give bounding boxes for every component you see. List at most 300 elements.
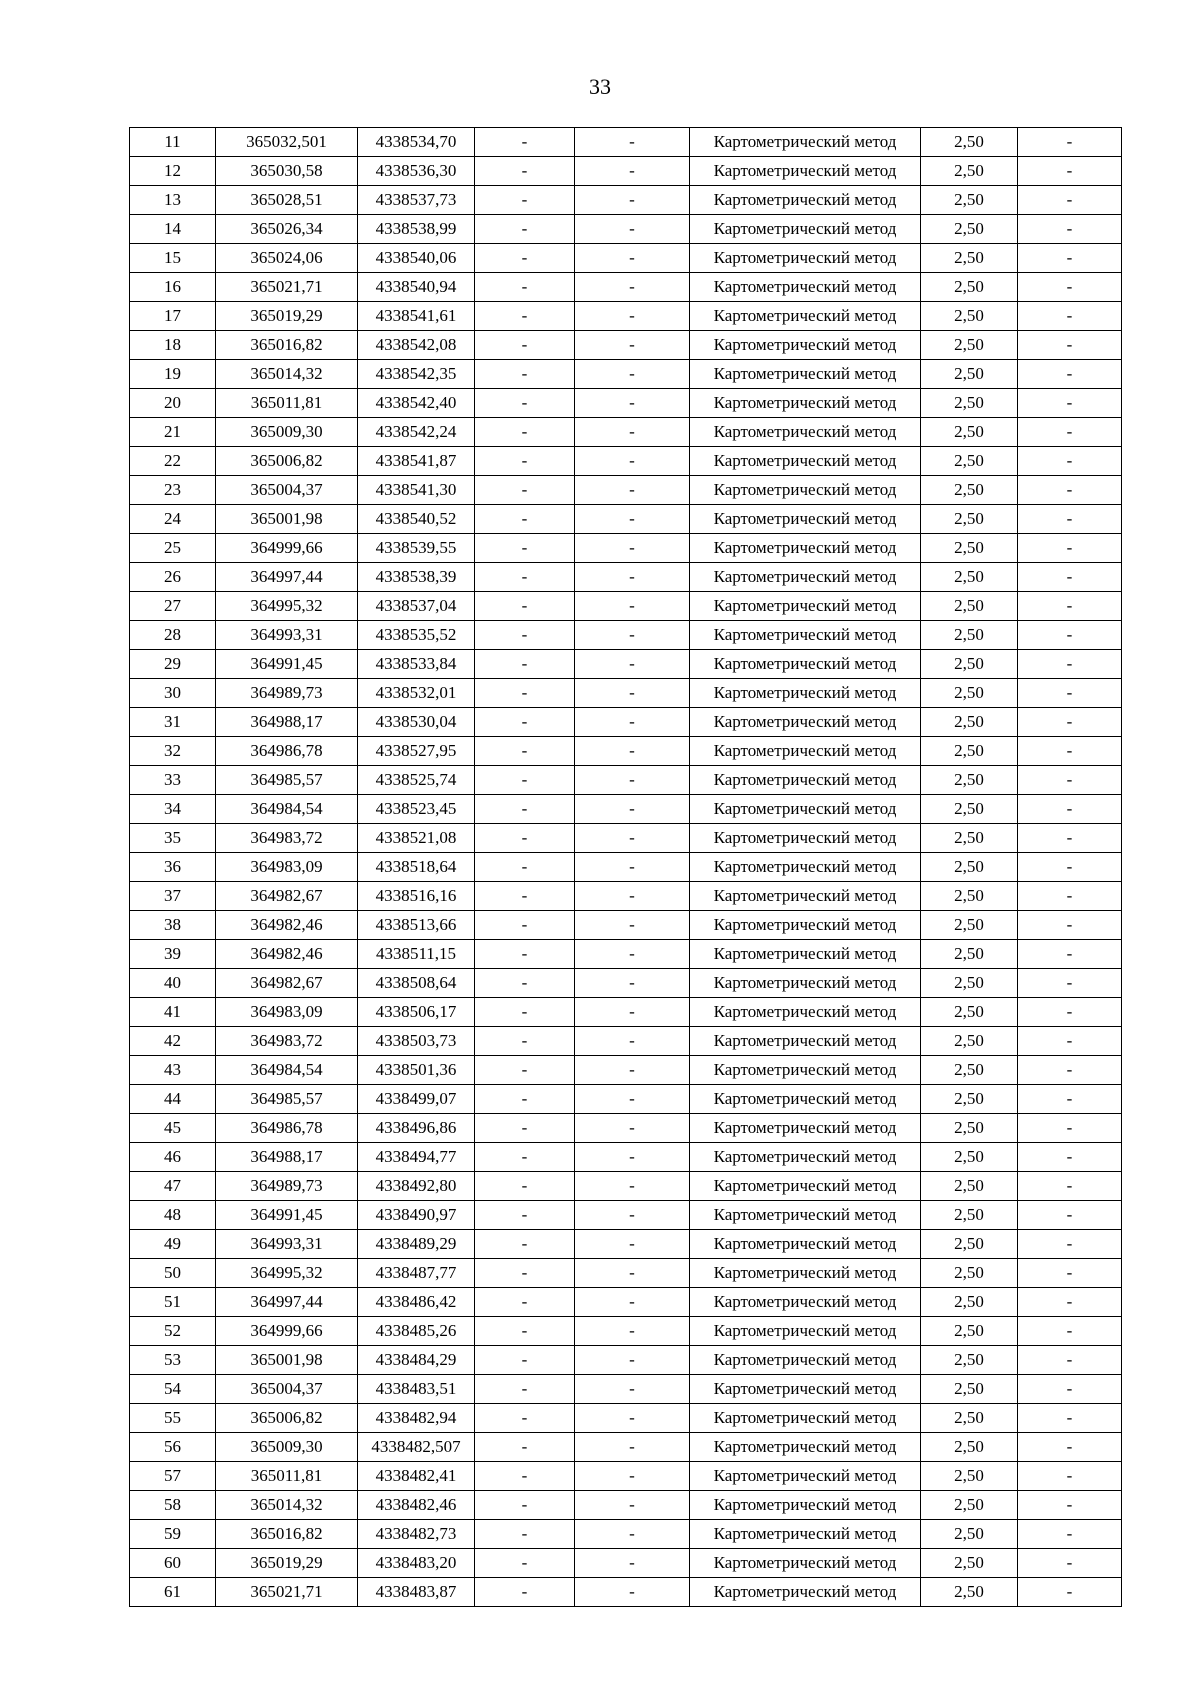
method-cell: Картометрический метод bbox=[690, 621, 921, 650]
table-row bbox=[130, 157, 1122, 186]
empty-cell-b: - bbox=[575, 737, 690, 766]
empty-cell-a: - bbox=[475, 128, 575, 157]
method-cell: Картометрический метод bbox=[690, 592, 921, 621]
y-coordinate-cell: 4338541,61 bbox=[358, 302, 475, 331]
empty-cell-a: - bbox=[475, 766, 575, 795]
empty-cell-a: - bbox=[475, 1201, 575, 1230]
empty-cell-c: - bbox=[1018, 1346, 1122, 1375]
empty-cell-c: - bbox=[1018, 1085, 1122, 1114]
empty-cell-a: - bbox=[475, 331, 575, 360]
empty-cell-c: - bbox=[1018, 1549, 1122, 1578]
empty-cell-b: - bbox=[575, 882, 690, 911]
precision-cell: 2,50 bbox=[921, 1085, 1018, 1114]
precision-cell: 2,50 bbox=[921, 128, 1018, 157]
x-coordinate-cell: 365024,06 bbox=[216, 244, 358, 273]
empty-cell-a: - bbox=[475, 1143, 575, 1172]
x-coordinate-cell: 365004,37 bbox=[216, 476, 358, 505]
empty-cell-c: - bbox=[1018, 708, 1122, 737]
precision-cell: 2,50 bbox=[921, 1433, 1018, 1462]
y-coordinate-cell: 4338535,52 bbox=[358, 621, 475, 650]
x-coordinate-cell: 364984,54 bbox=[216, 1056, 358, 1085]
y-coordinate-cell: 4338538,39 bbox=[358, 563, 475, 592]
method-cell: Картометрический метод bbox=[690, 1172, 921, 1201]
table-row bbox=[130, 389, 1122, 418]
x-coordinate-cell: 364982,67 bbox=[216, 969, 358, 998]
y-coordinate-cell: 4338542,24 bbox=[358, 418, 475, 447]
point-number-cell: 26 bbox=[130, 563, 216, 592]
empty-cell-c: - bbox=[1018, 940, 1122, 969]
empty-cell-c: - bbox=[1018, 1520, 1122, 1549]
table-row bbox=[130, 1288, 1122, 1317]
empty-cell-c: - bbox=[1018, 563, 1122, 592]
empty-cell-b: - bbox=[575, 273, 690, 302]
precision-cell: 2,50 bbox=[921, 360, 1018, 389]
y-coordinate-cell: 4338483,20 bbox=[358, 1549, 475, 1578]
empty-cell-c: - bbox=[1018, 882, 1122, 911]
method-cell: Картометрический метод bbox=[690, 418, 921, 447]
method-cell: Картометрический метод bbox=[690, 911, 921, 940]
empty-cell-b: - bbox=[575, 1143, 690, 1172]
empty-cell-a: - bbox=[475, 969, 575, 998]
empty-cell-c: - bbox=[1018, 1172, 1122, 1201]
y-coordinate-cell: 4338542,35 bbox=[358, 360, 475, 389]
point-number-cell: 41 bbox=[130, 998, 216, 1027]
precision-cell: 2,50 bbox=[921, 1259, 1018, 1288]
empty-cell-c: - bbox=[1018, 911, 1122, 940]
method-cell: Картометрический метод bbox=[690, 969, 921, 998]
x-coordinate-cell: 365011,81 bbox=[216, 1462, 358, 1491]
method-cell: Картометрический метод bbox=[690, 1317, 921, 1346]
method-cell: Картометрический метод bbox=[690, 1549, 921, 1578]
x-coordinate-cell: 365019,29 bbox=[216, 1549, 358, 1578]
empty-cell-a: - bbox=[475, 1288, 575, 1317]
method-cell: Картометрический метод bbox=[690, 1288, 921, 1317]
table-row bbox=[130, 476, 1122, 505]
method-cell: Картометрический метод bbox=[690, 215, 921, 244]
point-number-cell: 44 bbox=[130, 1085, 216, 1114]
method-cell: Картометрический метод bbox=[690, 563, 921, 592]
empty-cell-b: - bbox=[575, 679, 690, 708]
empty-cell-b: - bbox=[575, 824, 690, 853]
table-row bbox=[130, 1433, 1122, 1462]
point-number-cell: 20 bbox=[130, 389, 216, 418]
table-row bbox=[130, 882, 1122, 911]
method-cell: Картометрический метод bbox=[690, 534, 921, 563]
y-coordinate-cell: 4338540,94 bbox=[358, 273, 475, 302]
table-row bbox=[130, 273, 1122, 302]
point-number-cell: 36 bbox=[130, 853, 216, 882]
table-row bbox=[130, 244, 1122, 273]
empty-cell-a: - bbox=[475, 650, 575, 679]
precision-cell: 2,50 bbox=[921, 1143, 1018, 1172]
empty-cell-b: - bbox=[575, 766, 690, 795]
point-number-cell: 17 bbox=[130, 302, 216, 331]
table-row bbox=[130, 940, 1122, 969]
x-coordinate-cell: 364995,32 bbox=[216, 1259, 358, 1288]
method-cell: Картометрический метод bbox=[690, 1056, 921, 1085]
empty-cell-b: - bbox=[575, 1549, 690, 1578]
y-coordinate-cell: 4338484,29 bbox=[358, 1346, 475, 1375]
precision-cell: 2,50 bbox=[921, 853, 1018, 882]
empty-cell-c: - bbox=[1018, 157, 1122, 186]
method-cell: Картометрический метод bbox=[690, 650, 921, 679]
method-cell: Картометрический метод bbox=[690, 1230, 921, 1259]
precision-cell: 2,50 bbox=[921, 998, 1018, 1027]
empty-cell-a: - bbox=[475, 1027, 575, 1056]
empty-cell-c: - bbox=[1018, 1230, 1122, 1259]
empty-cell-c: - bbox=[1018, 215, 1122, 244]
empty-cell-b: - bbox=[575, 592, 690, 621]
empty-cell-a: - bbox=[475, 853, 575, 882]
x-coordinate-cell: 364991,45 bbox=[216, 650, 358, 679]
point-number-cell: 37 bbox=[130, 882, 216, 911]
empty-cell-a: - bbox=[475, 998, 575, 1027]
empty-cell-b: - bbox=[575, 1230, 690, 1259]
empty-cell-a: - bbox=[475, 273, 575, 302]
empty-cell-a: - bbox=[475, 824, 575, 853]
precision-cell: 2,50 bbox=[921, 1491, 1018, 1520]
method-cell: Картометрический метод bbox=[690, 882, 921, 911]
empty-cell-b: - bbox=[575, 1201, 690, 1230]
x-coordinate-cell: 364985,57 bbox=[216, 1085, 358, 1114]
method-cell: Картометрический метод bbox=[690, 795, 921, 824]
table-row bbox=[130, 1491, 1122, 1520]
empty-cell-b: - bbox=[575, 302, 690, 331]
y-coordinate-cell: 4338506,17 bbox=[358, 998, 475, 1027]
point-number-cell: 18 bbox=[130, 331, 216, 360]
point-number-cell: 48 bbox=[130, 1201, 216, 1230]
x-coordinate-cell: 365030,58 bbox=[216, 157, 358, 186]
empty-cell-a: - bbox=[475, 157, 575, 186]
method-cell: Картометрический метод bbox=[690, 476, 921, 505]
precision-cell: 2,50 bbox=[921, 824, 1018, 853]
precision-cell: 2,50 bbox=[921, 1549, 1018, 1578]
empty-cell-b: - bbox=[575, 650, 690, 679]
x-coordinate-cell: 365009,30 bbox=[216, 1433, 358, 1462]
empty-cell-c: - bbox=[1018, 1201, 1122, 1230]
empty-cell-b: - bbox=[575, 244, 690, 273]
x-coordinate-cell: 364983,72 bbox=[216, 1027, 358, 1056]
empty-cell-a: - bbox=[475, 1259, 575, 1288]
y-coordinate-cell: 4338521,08 bbox=[358, 824, 475, 853]
x-coordinate-cell: 365006,82 bbox=[216, 447, 358, 476]
method-cell: Картометрический метод bbox=[690, 1114, 921, 1143]
point-number-cell: 58 bbox=[130, 1491, 216, 1520]
precision-cell: 2,50 bbox=[921, 215, 1018, 244]
point-number-cell: 35 bbox=[130, 824, 216, 853]
y-coordinate-cell: 4338518,64 bbox=[358, 853, 475, 882]
point-number-cell: 11 bbox=[130, 128, 216, 157]
empty-cell-c: - bbox=[1018, 1433, 1122, 1462]
empty-cell-a: - bbox=[475, 534, 575, 563]
point-number-cell: 55 bbox=[130, 1404, 216, 1433]
point-number-cell: 24 bbox=[130, 505, 216, 534]
method-cell: Картометрический метод bbox=[690, 360, 921, 389]
empty-cell-c: - bbox=[1018, 1578, 1122, 1607]
empty-cell-b: - bbox=[575, 360, 690, 389]
empty-cell-b: - bbox=[575, 1288, 690, 1317]
x-coordinate-cell: 365006,82 bbox=[216, 1404, 358, 1433]
x-coordinate-cell: 364983,09 bbox=[216, 853, 358, 882]
empty-cell-a: - bbox=[475, 1433, 575, 1462]
x-coordinate-cell: 365004,37 bbox=[216, 1375, 358, 1404]
x-coordinate-cell: 364988,17 bbox=[216, 708, 358, 737]
point-number-cell: 34 bbox=[130, 795, 216, 824]
y-coordinate-cell: 4338530,04 bbox=[358, 708, 475, 737]
method-cell: Картометрический метод bbox=[690, 1578, 921, 1607]
y-coordinate-cell: 4338492,80 bbox=[358, 1172, 475, 1201]
precision-cell: 2,50 bbox=[921, 505, 1018, 534]
point-number-cell: 38 bbox=[130, 911, 216, 940]
empty-cell-b: - bbox=[575, 1317, 690, 1346]
empty-cell-c: - bbox=[1018, 853, 1122, 882]
point-number-cell: 56 bbox=[130, 1433, 216, 1462]
y-coordinate-cell: 4338533,84 bbox=[358, 650, 475, 679]
x-coordinate-cell: 365001,98 bbox=[216, 1346, 358, 1375]
empty-cell-b: - bbox=[575, 1172, 690, 1201]
x-coordinate-cell: 365026,34 bbox=[216, 215, 358, 244]
empty-cell-a: - bbox=[475, 418, 575, 447]
precision-cell: 2,50 bbox=[921, 418, 1018, 447]
table-row bbox=[130, 1375, 1122, 1404]
table-row bbox=[130, 1549, 1122, 1578]
empty-cell-a: - bbox=[475, 1404, 575, 1433]
table-row bbox=[130, 1346, 1122, 1375]
point-number-cell: 39 bbox=[130, 940, 216, 969]
y-coordinate-cell: 4338540,06 bbox=[358, 244, 475, 273]
table-row bbox=[130, 969, 1122, 998]
table-row bbox=[130, 1056, 1122, 1085]
empty-cell-b: - bbox=[575, 795, 690, 824]
empty-cell-b: - bbox=[575, 534, 690, 563]
table-row bbox=[130, 1027, 1122, 1056]
method-cell: Картометрический метод bbox=[690, 1491, 921, 1520]
x-coordinate-cell: 365014,32 bbox=[216, 360, 358, 389]
table-row bbox=[130, 621, 1122, 650]
empty-cell-a: - bbox=[475, 795, 575, 824]
empty-cell-a: - bbox=[475, 1085, 575, 1114]
y-coordinate-cell: 4338503,73 bbox=[358, 1027, 475, 1056]
point-number-cell: 40 bbox=[130, 969, 216, 998]
method-cell: Картометрический метод bbox=[690, 505, 921, 534]
point-number-cell: 31 bbox=[130, 708, 216, 737]
y-coordinate-cell: 4338538,99 bbox=[358, 215, 475, 244]
x-coordinate-cell: 364988,17 bbox=[216, 1143, 358, 1172]
y-coordinate-cell: 4338499,07 bbox=[358, 1085, 475, 1114]
method-cell: Картометрический метод bbox=[690, 244, 921, 273]
point-number-cell: 13 bbox=[130, 186, 216, 215]
empty-cell-b: - bbox=[575, 708, 690, 737]
method-cell: Картометрический метод bbox=[690, 1259, 921, 1288]
y-coordinate-cell: 4338541,87 bbox=[358, 447, 475, 476]
empty-cell-c: - bbox=[1018, 766, 1122, 795]
method-cell: Картометрический метод bbox=[690, 766, 921, 795]
empty-cell-b: - bbox=[575, 1433, 690, 1462]
method-cell: Картометрический метод bbox=[690, 389, 921, 418]
y-coordinate-cell: 4338482,94 bbox=[358, 1404, 475, 1433]
precision-cell: 2,50 bbox=[921, 302, 1018, 331]
empty-cell-b: - bbox=[575, 1085, 690, 1114]
empty-cell-c: - bbox=[1018, 1317, 1122, 1346]
empty-cell-b: - bbox=[575, 389, 690, 418]
coordinates-table bbox=[129, 127, 1122, 1607]
table-row bbox=[130, 1172, 1122, 1201]
x-coordinate-cell: 364993,31 bbox=[216, 1230, 358, 1259]
empty-cell-b: - bbox=[575, 940, 690, 969]
precision-cell: 2,50 bbox=[921, 1288, 1018, 1317]
point-number-cell: 14 bbox=[130, 215, 216, 244]
table-row bbox=[130, 853, 1122, 882]
empty-cell-a: - bbox=[475, 1375, 575, 1404]
method-cell: Картометрический метод bbox=[690, 1201, 921, 1230]
table-row bbox=[130, 1259, 1122, 1288]
y-coordinate-cell: 4338485,26 bbox=[358, 1317, 475, 1346]
y-coordinate-cell: 4338486,42 bbox=[358, 1288, 475, 1317]
table-row bbox=[130, 1085, 1122, 1114]
empty-cell-c: - bbox=[1018, 273, 1122, 302]
empty-cell-c: - bbox=[1018, 1491, 1122, 1520]
empty-cell-b: - bbox=[575, 157, 690, 186]
x-coordinate-cell: 364989,73 bbox=[216, 1172, 358, 1201]
empty-cell-c: - bbox=[1018, 244, 1122, 273]
table-row bbox=[130, 824, 1122, 853]
empty-cell-c: - bbox=[1018, 795, 1122, 824]
empty-cell-c: - bbox=[1018, 331, 1122, 360]
empty-cell-b: - bbox=[575, 621, 690, 650]
empty-cell-c: - bbox=[1018, 679, 1122, 708]
y-coordinate-cell: 4338536,30 bbox=[358, 157, 475, 186]
precision-cell: 2,50 bbox=[921, 1172, 1018, 1201]
point-number-cell: 52 bbox=[130, 1317, 216, 1346]
point-number-cell: 42 bbox=[130, 1027, 216, 1056]
table-row bbox=[130, 592, 1122, 621]
x-coordinate-cell: 365021,71 bbox=[216, 1578, 358, 1607]
empty-cell-a: - bbox=[475, 940, 575, 969]
y-coordinate-cell: 4338508,64 bbox=[358, 969, 475, 998]
empty-cell-c: - bbox=[1018, 621, 1122, 650]
method-cell: Картометрический метод bbox=[690, 679, 921, 708]
point-number-cell: 21 bbox=[130, 418, 216, 447]
empty-cell-a: - bbox=[475, 1346, 575, 1375]
y-coordinate-cell: 4338542,08 bbox=[358, 331, 475, 360]
table-row bbox=[130, 737, 1122, 766]
x-coordinate-cell: 365021,71 bbox=[216, 273, 358, 302]
precision-cell: 2,50 bbox=[921, 476, 1018, 505]
empty-cell-a: - bbox=[475, 1520, 575, 1549]
precision-cell: 2,50 bbox=[921, 563, 1018, 592]
empty-cell-b: - bbox=[575, 1404, 690, 1433]
x-coordinate-cell: 365032,501 bbox=[216, 128, 358, 157]
precision-cell: 2,50 bbox=[921, 911, 1018, 940]
point-number-cell: 16 bbox=[130, 273, 216, 302]
empty-cell-a: - bbox=[475, 1056, 575, 1085]
empty-cell-c: - bbox=[1018, 360, 1122, 389]
y-coordinate-cell: 4338527,95 bbox=[358, 737, 475, 766]
precision-cell: 2,50 bbox=[921, 244, 1018, 273]
empty-cell-a: - bbox=[475, 1172, 575, 1201]
precision-cell: 2,50 bbox=[921, 679, 1018, 708]
y-coordinate-cell: 4338539,55 bbox=[358, 534, 475, 563]
empty-cell-b: - bbox=[575, 1346, 690, 1375]
empty-cell-c: - bbox=[1018, 998, 1122, 1027]
empty-cell-b: - bbox=[575, 1056, 690, 1085]
method-cell: Картометрический метод bbox=[690, 708, 921, 737]
point-number-cell: 59 bbox=[130, 1520, 216, 1549]
y-coordinate-cell: 4338513,66 bbox=[358, 911, 475, 940]
y-coordinate-cell: 4338523,45 bbox=[358, 795, 475, 824]
precision-cell: 2,50 bbox=[921, 940, 1018, 969]
empty-cell-c: - bbox=[1018, 592, 1122, 621]
method-cell: Картометрический метод bbox=[690, 940, 921, 969]
table-row bbox=[130, 1143, 1122, 1172]
table-row bbox=[130, 1317, 1122, 1346]
empty-cell-b: - bbox=[575, 1027, 690, 1056]
point-number-cell: 25 bbox=[130, 534, 216, 563]
method-cell: Картометрический метод bbox=[690, 1143, 921, 1172]
table-row bbox=[130, 215, 1122, 244]
y-coordinate-cell: 4338516,16 bbox=[358, 882, 475, 911]
point-number-cell: 29 bbox=[130, 650, 216, 679]
method-cell: Картометрический метод bbox=[690, 1520, 921, 1549]
method-cell: Картометрический метод bbox=[690, 824, 921, 853]
x-coordinate-cell: 364983,09 bbox=[216, 998, 358, 1027]
method-cell: Картометрический метод bbox=[690, 1375, 921, 1404]
empty-cell-b: - bbox=[575, 128, 690, 157]
table-row bbox=[130, 360, 1122, 389]
y-coordinate-cell: 4338537,04 bbox=[358, 592, 475, 621]
table-row bbox=[130, 331, 1122, 360]
empty-cell-a: - bbox=[475, 592, 575, 621]
x-coordinate-cell: 365009,30 bbox=[216, 418, 358, 447]
point-number-cell: 53 bbox=[130, 1346, 216, 1375]
y-coordinate-cell: 4338482,73 bbox=[358, 1520, 475, 1549]
empty-cell-a: - bbox=[475, 911, 575, 940]
x-coordinate-cell: 365019,29 bbox=[216, 302, 358, 331]
empty-cell-b: - bbox=[575, 1520, 690, 1549]
empty-cell-b: - bbox=[575, 1491, 690, 1520]
empty-cell-b: - bbox=[575, 215, 690, 244]
empty-cell-c: - bbox=[1018, 447, 1122, 476]
empty-cell-a: - bbox=[475, 882, 575, 911]
precision-cell: 2,50 bbox=[921, 273, 1018, 302]
empty-cell-a: - bbox=[475, 302, 575, 331]
method-cell: Картометрический метод bbox=[690, 853, 921, 882]
empty-cell-a: - bbox=[475, 447, 575, 476]
precision-cell: 2,50 bbox=[921, 621, 1018, 650]
page-number: 33 bbox=[589, 74, 611, 99]
table-row bbox=[130, 505, 1122, 534]
x-coordinate-cell: 364997,44 bbox=[216, 563, 358, 592]
empty-cell-c: - bbox=[1018, 1143, 1122, 1172]
empty-cell-c: - bbox=[1018, 1114, 1122, 1143]
empty-cell-a: - bbox=[475, 505, 575, 534]
empty-cell-c: - bbox=[1018, 1259, 1122, 1288]
empty-cell-b: - bbox=[575, 418, 690, 447]
precision-cell: 2,50 bbox=[921, 1056, 1018, 1085]
method-cell: Картометрический метод bbox=[690, 1085, 921, 1114]
precision-cell: 2,50 bbox=[921, 534, 1018, 563]
empty-cell-c: - bbox=[1018, 505, 1122, 534]
precision-cell: 2,50 bbox=[921, 882, 1018, 911]
table-row bbox=[130, 418, 1122, 447]
x-coordinate-cell: 365028,51 bbox=[216, 186, 358, 215]
precision-cell: 2,50 bbox=[921, 795, 1018, 824]
empty-cell-a: - bbox=[475, 679, 575, 708]
empty-cell-c: - bbox=[1018, 824, 1122, 853]
x-coordinate-cell: 364984,54 bbox=[216, 795, 358, 824]
x-coordinate-cell: 364995,32 bbox=[216, 592, 358, 621]
precision-cell: 2,50 bbox=[921, 157, 1018, 186]
